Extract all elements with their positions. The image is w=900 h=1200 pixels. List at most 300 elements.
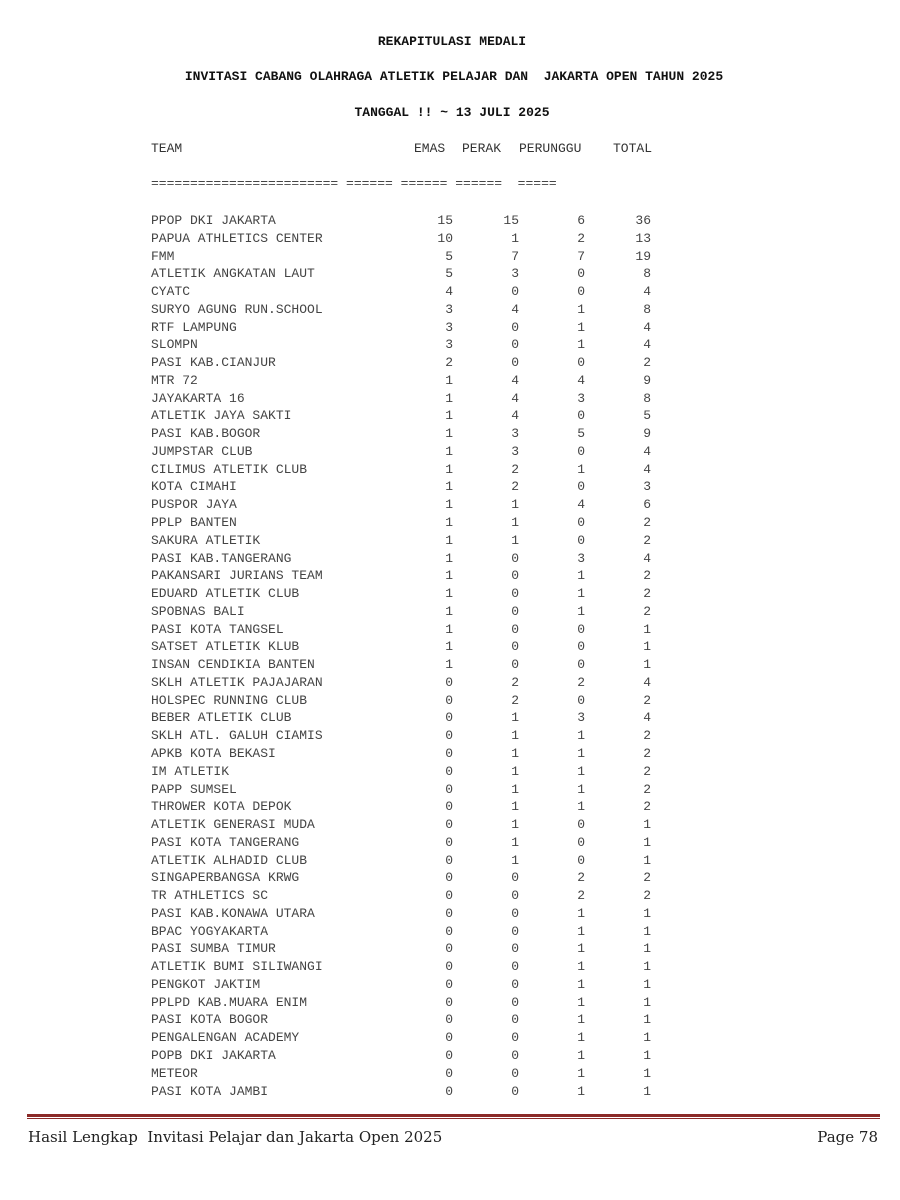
gold-count-cell: 0 xyxy=(445,674,453,690)
gold-count-cell: 5 xyxy=(445,266,453,282)
bronze-count-cell: 1 xyxy=(577,1030,585,1046)
total-count-cell: 4 xyxy=(643,443,651,459)
bronze-count-cell: 0 xyxy=(577,515,585,531)
total-count-cell: 2 xyxy=(643,888,651,904)
bronze-count-cell: 1 xyxy=(577,1065,585,1081)
team-name-cell: SINGAPERBANGSA KRWG xyxy=(151,870,300,886)
gold-count-cell: 0 xyxy=(445,959,453,975)
silver-count-cell: 1 xyxy=(511,781,519,797)
team-name-cell: RTF LAMPUNG xyxy=(151,319,237,335)
table-row xyxy=(0,745,900,763)
silver-count-cell: 0 xyxy=(511,337,519,353)
gold-count-cell: 0 xyxy=(445,1012,453,1028)
team-name-cell: CILIMUS ATLETIK CLUB xyxy=(151,461,308,477)
silver-count-cell: 0 xyxy=(511,888,519,904)
table-row xyxy=(0,816,900,834)
total-count-cell: 2 xyxy=(643,568,651,584)
gold-count-cell: 0 xyxy=(445,888,453,904)
silver-count-cell: 0 xyxy=(511,976,519,992)
total-count-cell: 2 xyxy=(643,870,651,886)
total-count-cell: 4 xyxy=(643,319,651,335)
bronze-count-cell: 1 xyxy=(577,959,585,975)
silver-count-cell: 0 xyxy=(511,657,519,673)
total-count-cell: 1 xyxy=(643,817,651,833)
bronze-count-cell: 0 xyxy=(577,532,585,548)
bronze-count-cell: 1 xyxy=(577,763,585,779)
silver-count-cell: 1 xyxy=(511,532,519,548)
gold-count-cell: 0 xyxy=(445,941,453,957)
bronze-count-cell: 2 xyxy=(577,888,585,904)
gold-count-cell: 1 xyxy=(445,408,453,424)
table-row xyxy=(0,709,900,727)
table-row xyxy=(0,727,900,745)
table-row xyxy=(0,869,900,887)
bronze-count-cell: 5 xyxy=(577,426,585,442)
table-row xyxy=(0,798,900,816)
bronze-count-cell: 1 xyxy=(577,1012,585,1028)
bronze-count-cell: 1 xyxy=(577,781,585,797)
table-row xyxy=(0,1029,900,1047)
table-row xyxy=(0,1047,900,1065)
team-name-cell: PPOP DKI JAKARTA xyxy=(151,213,276,228)
team-name-cell: ATLETIK GENERASI MUDA xyxy=(151,817,315,833)
total-count-cell: 1 xyxy=(643,639,651,655)
team-name-cell: PENGKOT JAKTIM xyxy=(151,976,261,992)
gold-count-cell: 0 xyxy=(445,1083,453,1099)
total-count-cell: 6 xyxy=(643,497,651,513)
silver-count-cell: 4 xyxy=(511,372,519,388)
table-row xyxy=(0,763,900,781)
silver-count-cell: 1 xyxy=(511,497,519,513)
silver-count-cell: 1 xyxy=(511,728,519,744)
total-count-cell: 2 xyxy=(643,355,651,371)
team-name-cell: PENGALENGAN ACADEMY xyxy=(151,1030,300,1046)
silver-count-cell: 0 xyxy=(511,1047,519,1063)
silver-count-cell: 1 xyxy=(511,230,519,246)
team-name-cell: PPLPD KAB.MUARA ENIM xyxy=(151,994,308,1010)
gold-count-cell: 1 xyxy=(445,443,453,459)
bronze-count-cell: 0 xyxy=(577,355,585,371)
column-header-gold: EMAS xyxy=(414,141,446,156)
team-name-cell: PASI KOTA JAMBI xyxy=(151,1083,269,1099)
bronze-count-cell: 4 xyxy=(577,497,585,513)
total-count-cell: 1 xyxy=(643,923,651,939)
total-count-cell: 1 xyxy=(643,959,651,975)
table-row xyxy=(0,301,900,319)
footer-document-title: Hasil Lengkap Invitasi Pelajar dan Jakarta Open 2025 xyxy=(28,1128,443,1146)
table-row xyxy=(0,1083,900,1101)
gold-count-cell: 1 xyxy=(445,621,453,637)
column-header-total: TOTAL xyxy=(613,141,653,156)
table-row xyxy=(0,585,900,603)
gold-count-cell: 10 xyxy=(437,230,453,246)
table-row xyxy=(0,212,900,230)
bronze-count-cell: 1 xyxy=(577,976,585,992)
gold-count-cell: 1 xyxy=(445,426,453,442)
table-row xyxy=(0,319,900,337)
bronze-count-cell: 0 xyxy=(577,266,585,282)
table-row xyxy=(0,834,900,852)
silver-count-cell: 0 xyxy=(511,621,519,637)
silver-count-cell: 1 xyxy=(511,799,519,815)
team-name-cell: SAKURA ATLETIK xyxy=(151,532,261,548)
page-date: TANGGAL !! ~ 13 JULI 2025 xyxy=(354,105,550,120)
team-name-cell: PASI KAB.BOGOR xyxy=(151,426,261,442)
total-count-cell: 5 xyxy=(643,408,651,424)
silver-count-cell: 2 xyxy=(511,692,519,708)
table-row xyxy=(0,230,900,248)
gold-count-cell: 1 xyxy=(445,515,453,531)
column-header-team: TEAM xyxy=(151,141,183,156)
silver-count-cell: 0 xyxy=(511,586,519,602)
medal-table-body xyxy=(0,212,900,1100)
gold-count-cell: 5 xyxy=(445,248,453,264)
table-row xyxy=(0,496,900,514)
gold-count-cell: 4 xyxy=(445,284,453,300)
bronze-count-cell: 0 xyxy=(577,817,585,833)
team-name-cell: KOTA CIMAHI xyxy=(151,479,237,495)
team-name-cell: PASI KOTA TANGSEL xyxy=(151,621,284,637)
team-name-cell: JAYAKARTA 16 xyxy=(151,390,245,406)
silver-count-cell: 3 xyxy=(511,266,519,282)
bronze-count-cell: 0 xyxy=(577,639,585,655)
gold-count-cell: 0 xyxy=(445,745,453,761)
silver-count-cell: 1 xyxy=(511,763,519,779)
silver-count-cell: 15 xyxy=(503,213,519,228)
total-count-cell: 1 xyxy=(643,976,651,992)
gold-count-cell: 2 xyxy=(445,355,453,371)
silver-count-cell: 0 xyxy=(511,355,519,371)
silver-count-cell: 0 xyxy=(511,994,519,1010)
table-row xyxy=(0,265,900,283)
gold-count-cell: 0 xyxy=(445,852,453,868)
silver-count-cell: 0 xyxy=(511,1012,519,1028)
bronze-count-cell: 6 xyxy=(577,213,585,228)
bronze-count-cell: 1 xyxy=(577,905,585,921)
total-count-cell: 1 xyxy=(643,941,651,957)
table-row xyxy=(0,336,900,354)
team-name-cell: PASI KAB.TANGERANG xyxy=(151,550,292,566)
silver-count-cell: 4 xyxy=(511,301,519,317)
gold-count-cell: 0 xyxy=(445,1065,453,1081)
table-separator: ======================== ====== ====== ====== ===== xyxy=(151,176,557,191)
team-name-cell: POPB DKI JAKARTA xyxy=(151,1047,276,1063)
bronze-count-cell: 1 xyxy=(577,728,585,744)
table-row xyxy=(0,248,900,266)
total-count-cell: 4 xyxy=(643,674,651,690)
gold-count-cell: 0 xyxy=(445,1047,453,1063)
total-count-cell: 4 xyxy=(643,550,651,566)
silver-count-cell: 0 xyxy=(511,568,519,584)
gold-count-cell: 3 xyxy=(445,301,453,317)
total-count-cell: 8 xyxy=(643,266,651,282)
bronze-count-cell: 2 xyxy=(577,870,585,886)
team-name-cell: MTR 72 xyxy=(151,372,198,388)
total-count-cell: 2 xyxy=(643,586,651,602)
team-name-cell: SKLH ATLETIK PAJAJARAN xyxy=(151,674,323,690)
gold-count-cell: 1 xyxy=(445,479,453,495)
silver-count-cell: 1 xyxy=(511,745,519,761)
gold-count-cell: 1 xyxy=(445,586,453,602)
gold-count-cell: 1 xyxy=(445,372,453,388)
gold-count-cell: 1 xyxy=(445,497,453,513)
bronze-count-cell: 1 xyxy=(577,568,585,584)
team-name-cell: PASI KOTA BOGOR xyxy=(151,1012,269,1028)
table-row xyxy=(0,567,900,585)
silver-count-cell: 0 xyxy=(511,959,519,975)
team-name-cell: PASI SUMBA TIMUR xyxy=(151,941,276,957)
table-row xyxy=(0,443,900,461)
total-count-cell: 2 xyxy=(643,603,651,619)
silver-count-cell: 1 xyxy=(511,817,519,833)
silver-count-cell: 1 xyxy=(511,515,519,531)
bronze-count-cell: 7 xyxy=(577,248,585,264)
team-name-cell: ATLETIK BUMI SILIWANGI xyxy=(151,959,323,975)
gold-count-cell: 15 xyxy=(437,213,453,228)
total-count-cell: 2 xyxy=(643,692,651,708)
table-row xyxy=(0,532,900,550)
bronze-count-cell: 1 xyxy=(577,337,585,353)
team-name-cell: PPLP BANTEN xyxy=(151,515,237,531)
total-count-cell: 9 xyxy=(643,372,651,388)
silver-count-cell: 2 xyxy=(511,479,519,495)
bronze-count-cell: 1 xyxy=(577,799,585,815)
total-count-cell: 1 xyxy=(643,1065,651,1081)
team-name-cell: SPOBNAS BALI xyxy=(151,603,245,619)
table-row xyxy=(0,390,900,408)
table-row xyxy=(0,994,900,1012)
gold-count-cell: 1 xyxy=(445,390,453,406)
total-count-cell: 1 xyxy=(643,1083,651,1099)
team-name-cell: PAKANSARI JURIANS TEAM xyxy=(151,568,323,584)
bronze-count-cell: 1 xyxy=(577,941,585,957)
silver-count-cell: 0 xyxy=(511,923,519,939)
team-name-cell: BPAC YOGYAKARTA xyxy=(151,923,269,939)
total-count-cell: 1 xyxy=(643,905,651,921)
gold-count-cell: 0 xyxy=(445,781,453,797)
silver-count-cell: 0 xyxy=(511,284,519,300)
gold-count-cell: 0 xyxy=(445,923,453,939)
table-row xyxy=(0,781,900,799)
team-name-cell: PASI KAB.CIANJUR xyxy=(151,355,276,371)
page-subtitle: INVITASI CABANG OLAHRAGA ATLETIK PELAJAR DAN JAKARTA OPEN TAHUN 2025 xyxy=(184,69,724,84)
team-name-cell: SKLH ATL. GALUH CIAMIS xyxy=(151,728,323,744)
silver-count-cell: 0 xyxy=(511,639,519,655)
footer-rule xyxy=(27,1114,880,1119)
bronze-count-cell: 0 xyxy=(577,443,585,459)
table-row xyxy=(0,425,900,443)
silver-count-cell: 1 xyxy=(511,710,519,726)
table-row xyxy=(0,407,900,425)
total-count-cell: 13 xyxy=(635,230,651,246)
gold-count-cell: 0 xyxy=(445,799,453,815)
team-name-cell: ATLETIK JAYA SAKTI xyxy=(151,408,292,424)
bronze-count-cell: 3 xyxy=(577,710,585,726)
total-count-cell: 8 xyxy=(643,301,651,317)
table-row xyxy=(0,283,900,301)
team-name-cell: PAPUA ATHLETICS CENTER xyxy=(151,230,323,246)
team-name-cell: THROWER KOTA DEPOK xyxy=(151,799,292,815)
bronze-count-cell: 1 xyxy=(577,461,585,477)
gold-count-cell: 0 xyxy=(445,728,453,744)
team-name-cell: SURYO AGUNG RUN.SCHOOL xyxy=(151,301,323,317)
total-count-cell: 2 xyxy=(643,728,651,744)
gold-count-cell: 0 xyxy=(445,692,453,708)
column-header-bronze: PERUNGGU xyxy=(519,141,582,156)
silver-count-cell: 0 xyxy=(511,550,519,566)
team-name-cell: SLOMPN xyxy=(151,337,198,353)
page-title: REKAPITULASI MEDALI xyxy=(377,34,527,49)
table-row xyxy=(0,638,900,656)
total-count-cell: 1 xyxy=(643,1012,651,1028)
total-count-cell: 19 xyxy=(635,248,651,264)
gold-count-cell: 1 xyxy=(445,639,453,655)
silver-count-cell: 0 xyxy=(511,905,519,921)
total-count-cell: 2 xyxy=(643,515,651,531)
bronze-count-cell: 0 xyxy=(577,657,585,673)
silver-count-cell: 0 xyxy=(511,1030,519,1046)
total-count-cell: 2 xyxy=(643,532,651,548)
team-name-cell: JUMPSTAR CLUB xyxy=(151,443,253,459)
gold-count-cell: 1 xyxy=(445,461,453,477)
total-count-cell: 4 xyxy=(643,710,651,726)
bronze-count-cell: 0 xyxy=(577,408,585,424)
silver-count-cell: 0 xyxy=(511,1083,519,1099)
bronze-count-cell: 0 xyxy=(577,621,585,637)
table-row xyxy=(0,852,900,870)
total-count-cell: 1 xyxy=(643,1047,651,1063)
total-count-cell: 2 xyxy=(643,763,651,779)
table-row xyxy=(0,550,900,568)
team-name-cell: METEOR xyxy=(151,1065,198,1081)
bronze-count-cell: 1 xyxy=(577,745,585,761)
gold-count-cell: 0 xyxy=(445,976,453,992)
bronze-count-cell: 0 xyxy=(577,284,585,300)
total-count-cell: 2 xyxy=(643,781,651,797)
footer-page-number: Page 78 xyxy=(817,1128,878,1146)
total-count-cell: 36 xyxy=(635,213,651,228)
silver-count-cell: 0 xyxy=(511,603,519,619)
team-name-cell: BEBER ATLETIK CLUB xyxy=(151,710,292,726)
total-count-cell: 4 xyxy=(643,337,651,353)
table-row xyxy=(0,958,900,976)
table-row xyxy=(0,923,900,941)
team-name-cell: APKB KOTA BEKASI xyxy=(151,745,276,761)
gold-count-cell: 1 xyxy=(445,568,453,584)
silver-count-cell: 3 xyxy=(511,426,519,442)
total-count-cell: 4 xyxy=(643,284,651,300)
table-row xyxy=(0,976,900,994)
team-name-cell: SATSET ATLETIK KLUB xyxy=(151,639,300,655)
gold-count-cell: 1 xyxy=(445,657,453,673)
total-count-cell: 2 xyxy=(643,799,651,815)
table-row xyxy=(0,940,900,958)
gold-count-cell: 0 xyxy=(445,710,453,726)
bronze-count-cell: 2 xyxy=(577,230,585,246)
silver-count-cell: 7 xyxy=(511,248,519,264)
gold-count-cell: 0 xyxy=(445,834,453,850)
table-row xyxy=(0,603,900,621)
bronze-count-cell: 3 xyxy=(577,550,585,566)
total-count-cell: 9 xyxy=(643,426,651,442)
gold-count-cell: 1 xyxy=(445,550,453,566)
bronze-count-cell: 1 xyxy=(577,586,585,602)
gold-count-cell: 0 xyxy=(445,870,453,886)
bronze-count-cell: 0 xyxy=(577,834,585,850)
bronze-count-cell: 1 xyxy=(577,994,585,1010)
table-row xyxy=(0,1065,900,1083)
gold-count-cell: 0 xyxy=(445,763,453,779)
table-row xyxy=(0,674,900,692)
bronze-count-cell: 3 xyxy=(577,390,585,406)
total-count-cell: 1 xyxy=(643,1030,651,1046)
gold-count-cell: 1 xyxy=(445,603,453,619)
total-count-cell: 4 xyxy=(643,461,651,477)
team-name-cell: ATLETIK ANGKATAN LAUT xyxy=(151,266,315,282)
total-count-cell: 1 xyxy=(643,657,651,673)
bronze-count-cell: 0 xyxy=(577,692,585,708)
total-count-cell: 1 xyxy=(643,621,651,637)
bronze-count-cell: 4 xyxy=(577,372,585,388)
bronze-count-cell: 1 xyxy=(577,1047,585,1063)
gold-count-cell: 0 xyxy=(445,1030,453,1046)
table-row xyxy=(0,621,900,639)
table-row xyxy=(0,887,900,905)
silver-count-cell: 0 xyxy=(511,870,519,886)
bronze-count-cell: 1 xyxy=(577,603,585,619)
total-count-cell: 1 xyxy=(643,834,651,850)
team-name-cell: PASI KOTA TANGERANG xyxy=(151,834,300,850)
silver-count-cell: 2 xyxy=(511,461,519,477)
team-name-cell: INSAN CENDIKIA BANTEN xyxy=(151,657,315,673)
silver-count-cell: 1 xyxy=(511,852,519,868)
team-name-cell: PUSPOR JAYA xyxy=(151,497,237,513)
team-name-cell: ATLETIK ALHADID CLUB xyxy=(151,852,308,868)
silver-count-cell: 4 xyxy=(511,390,519,406)
table-row xyxy=(0,372,900,390)
table-row xyxy=(0,354,900,372)
silver-count-cell: 3 xyxy=(511,443,519,459)
gold-count-cell: 0 xyxy=(445,817,453,833)
team-name-cell: EDUARD ATLETIK CLUB xyxy=(151,586,300,602)
table-row xyxy=(0,656,900,674)
team-name-cell: PAPP SUMSEL xyxy=(151,781,237,797)
table-row xyxy=(0,461,900,479)
column-header-silver: PERAK xyxy=(462,141,502,156)
team-name-cell: PASI KAB.KONAWA UTARA xyxy=(151,905,315,921)
silver-count-cell: 4 xyxy=(511,408,519,424)
bronze-count-cell: 0 xyxy=(577,852,585,868)
silver-count-cell: 0 xyxy=(511,319,519,335)
bronze-count-cell: 1 xyxy=(577,319,585,335)
team-name-cell: TR ATHLETICS SC xyxy=(151,888,269,904)
gold-count-cell: 0 xyxy=(445,905,453,921)
team-name-cell: FMM xyxy=(151,248,175,264)
silver-count-cell: 1 xyxy=(511,834,519,850)
bronze-count-cell: 0 xyxy=(577,479,585,495)
table-row xyxy=(0,905,900,923)
table-row xyxy=(0,514,900,532)
table-row xyxy=(0,478,900,496)
table-row xyxy=(0,1011,900,1029)
gold-count-cell: 3 xyxy=(445,337,453,353)
total-count-cell: 2 xyxy=(643,745,651,761)
team-name-cell: CYATC xyxy=(151,284,191,300)
team-name-cell: IM ATLETIK xyxy=(151,763,230,779)
bronze-count-cell: 1 xyxy=(577,1083,585,1099)
total-count-cell: 1 xyxy=(643,852,651,868)
total-count-cell: 3 xyxy=(643,479,651,495)
